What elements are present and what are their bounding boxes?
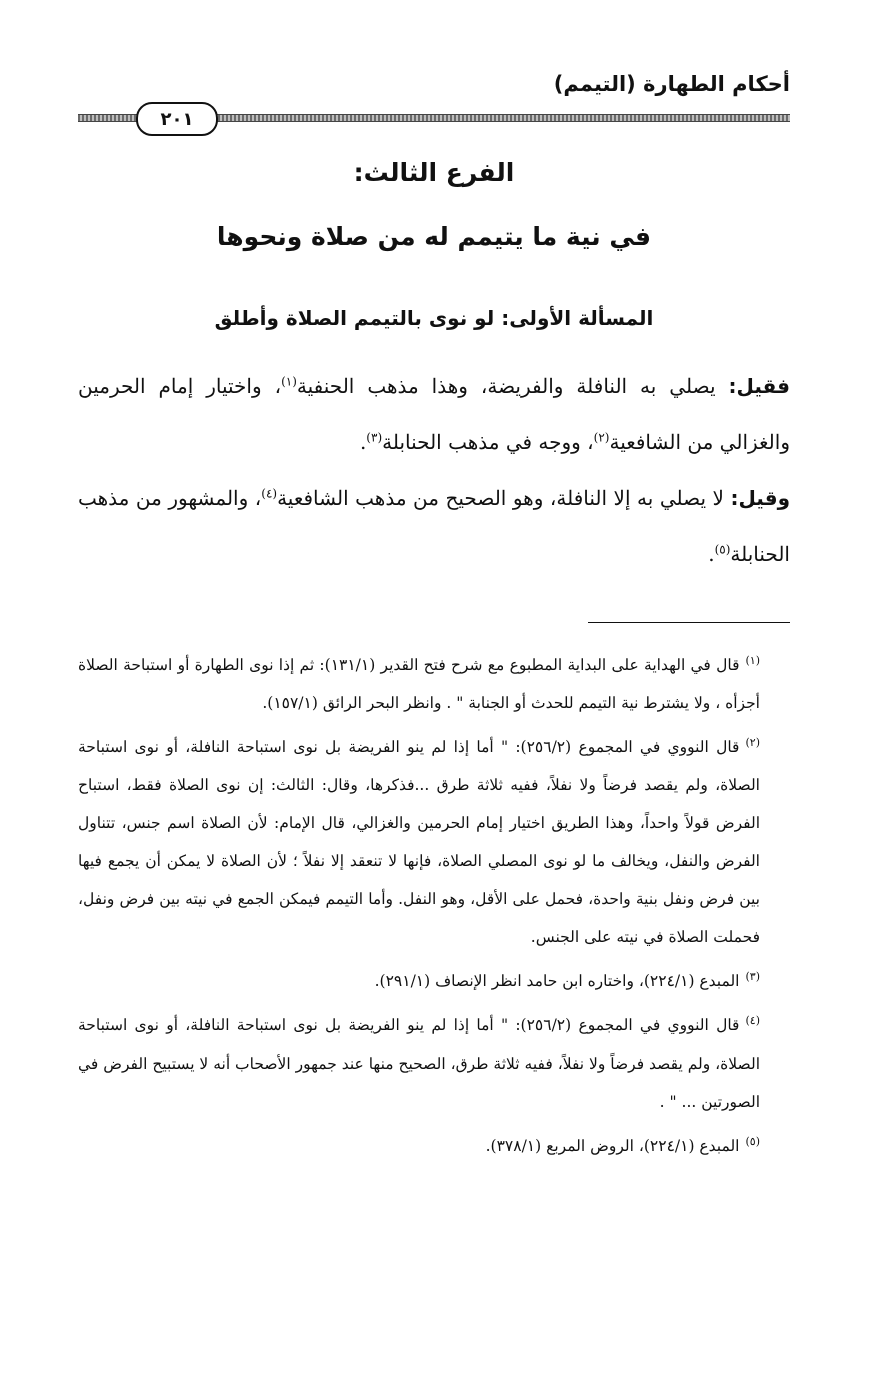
footnote-ref: (٥): [714, 542, 731, 557]
footnotes: [78, 642, 790, 1167]
page-number: ٢٠١: [136, 102, 218, 136]
footnote-number: (٥): [745, 1134, 760, 1148]
subject-title: في نية ما يتيمم له من صلاة ونحوها: [216, 222, 652, 251]
footnote-text: المبدع (٢٢٤/١)، واختاره ابن حامد انظر الإنصاف (٢٩١/١).: [374, 972, 740, 991]
page-header: [78, 72, 790, 132]
book-title: أحكام الطهارة (التيمم): [553, 72, 790, 96]
footnote-1: [78, 642, 790, 722]
paragraph-text: ، والمشهور من مذهب الحنابلة: [78, 486, 790, 566]
footnote-ref: (٢): [593, 430, 610, 445]
footnote-text: قال النووي في المجموع (٢٥٦/٢): " أما إذا لم ينو الفريضة بل نوى استباحة النافلة، أو نوى استباحة الصلاة، ولم يقصد فرضاً ولا نفلاً، ففيه ثلاثة طرق، الصحيح منها عند جمهور الأصحاب أنه لا يستبيح الفرض في الصورتين ... " .: [77, 1016, 760, 1111]
paragraph-text: لا يصلي به إلا النافلة، وهو الصحيح من مذهب الشافعية: [277, 486, 731, 510]
footnote-separator: [588, 622, 790, 623]
paragraph-second-opinion: [78, 470, 790, 582]
paragraph-text: ، واختيار إمام الحرمين والغزالي من الشافعية: [78, 374, 790, 454]
footnote-ref: (١): [281, 374, 297, 389]
paragraph-first-opinion: [78, 358, 790, 470]
footnote-2: [78, 724, 790, 956]
footnote-5: [78, 1123, 790, 1165]
paragraph-text: .: [708, 542, 715, 566]
footnote-4: [78, 1002, 790, 1120]
footnote-text: قال النووي في المجموع (٢٥٦/٢): " أما إذا لم ينو الفريضة بل نوى استباحة النافلة، أو نوى استباحة الصلاة، ولم يقصد فرضاً ولا نفلاً، ففيه ثلاثة طرق ...فذكرها، وقال: الثالث: إن نوى الصلاة فقط، استباح الفرض قولاً واحداً، وهذا الطريق اختيار إمام الحرمين والغزالي، قال الإمام: لأن الصلاة اسم جنس، تتناول الفرض والنفل، ويخالف ما لو نوى المصلي الصلاة، فإنها لا تنعقد إلا نفلاً ؛ لأن الصلاة لا يمكن أن يجمع فيها بين فرض ونفل بنية واحدة، فحمل على الأقل، وهو النفل. وأما التيمم فيمكن الجمع في نيته بين فرض ونفل، فحملت الصلاة في نيته على الجنس.: [78, 738, 760, 947]
paragraph-text: يصلي به النافلة والفريضة، وهذا مذهب الحنفية: [296, 374, 729, 398]
footnote-number: (٣): [745, 970, 760, 984]
footnote-number: (٤): [745, 1014, 760, 1028]
branch-title: الفرع الثالث:: [353, 158, 515, 187]
footnote-text: قال في الهداية على البداية المطبوع مع شرح فتح القدير (١٣١/١): ثم إذا نوى الطهارة أو استباحة الصلاة أجزأه ، ولا يشترط نية التيمم للحدث أو الجنابة " . وانظر البحر الرائق (١٥٧/١).: [78, 656, 760, 713]
paragraph-lead: فقيل:: [728, 374, 790, 398]
paragraph-text: .: [359, 430, 367, 454]
footnote-number: (٢): [745, 736, 760, 750]
footnote-ref: (٣): [366, 430, 383, 445]
footnote-3: [78, 958, 790, 1000]
paragraph-text: ، ووجه في مذهب الحنابلة: [382, 430, 594, 454]
footnote-text: المبدع (٢٢٤/١)، الروض المربع (٣٧٨/١).: [485, 1136, 740, 1155]
paragraph-lead: وقيل:: [730, 486, 790, 510]
footnote-ref: (٤): [261, 486, 278, 501]
footnote-number: (١): [745, 654, 760, 667]
issue-title: المسألة الأولى: لو نوى بالتيمم الصلاة وأطلق: [214, 306, 654, 330]
